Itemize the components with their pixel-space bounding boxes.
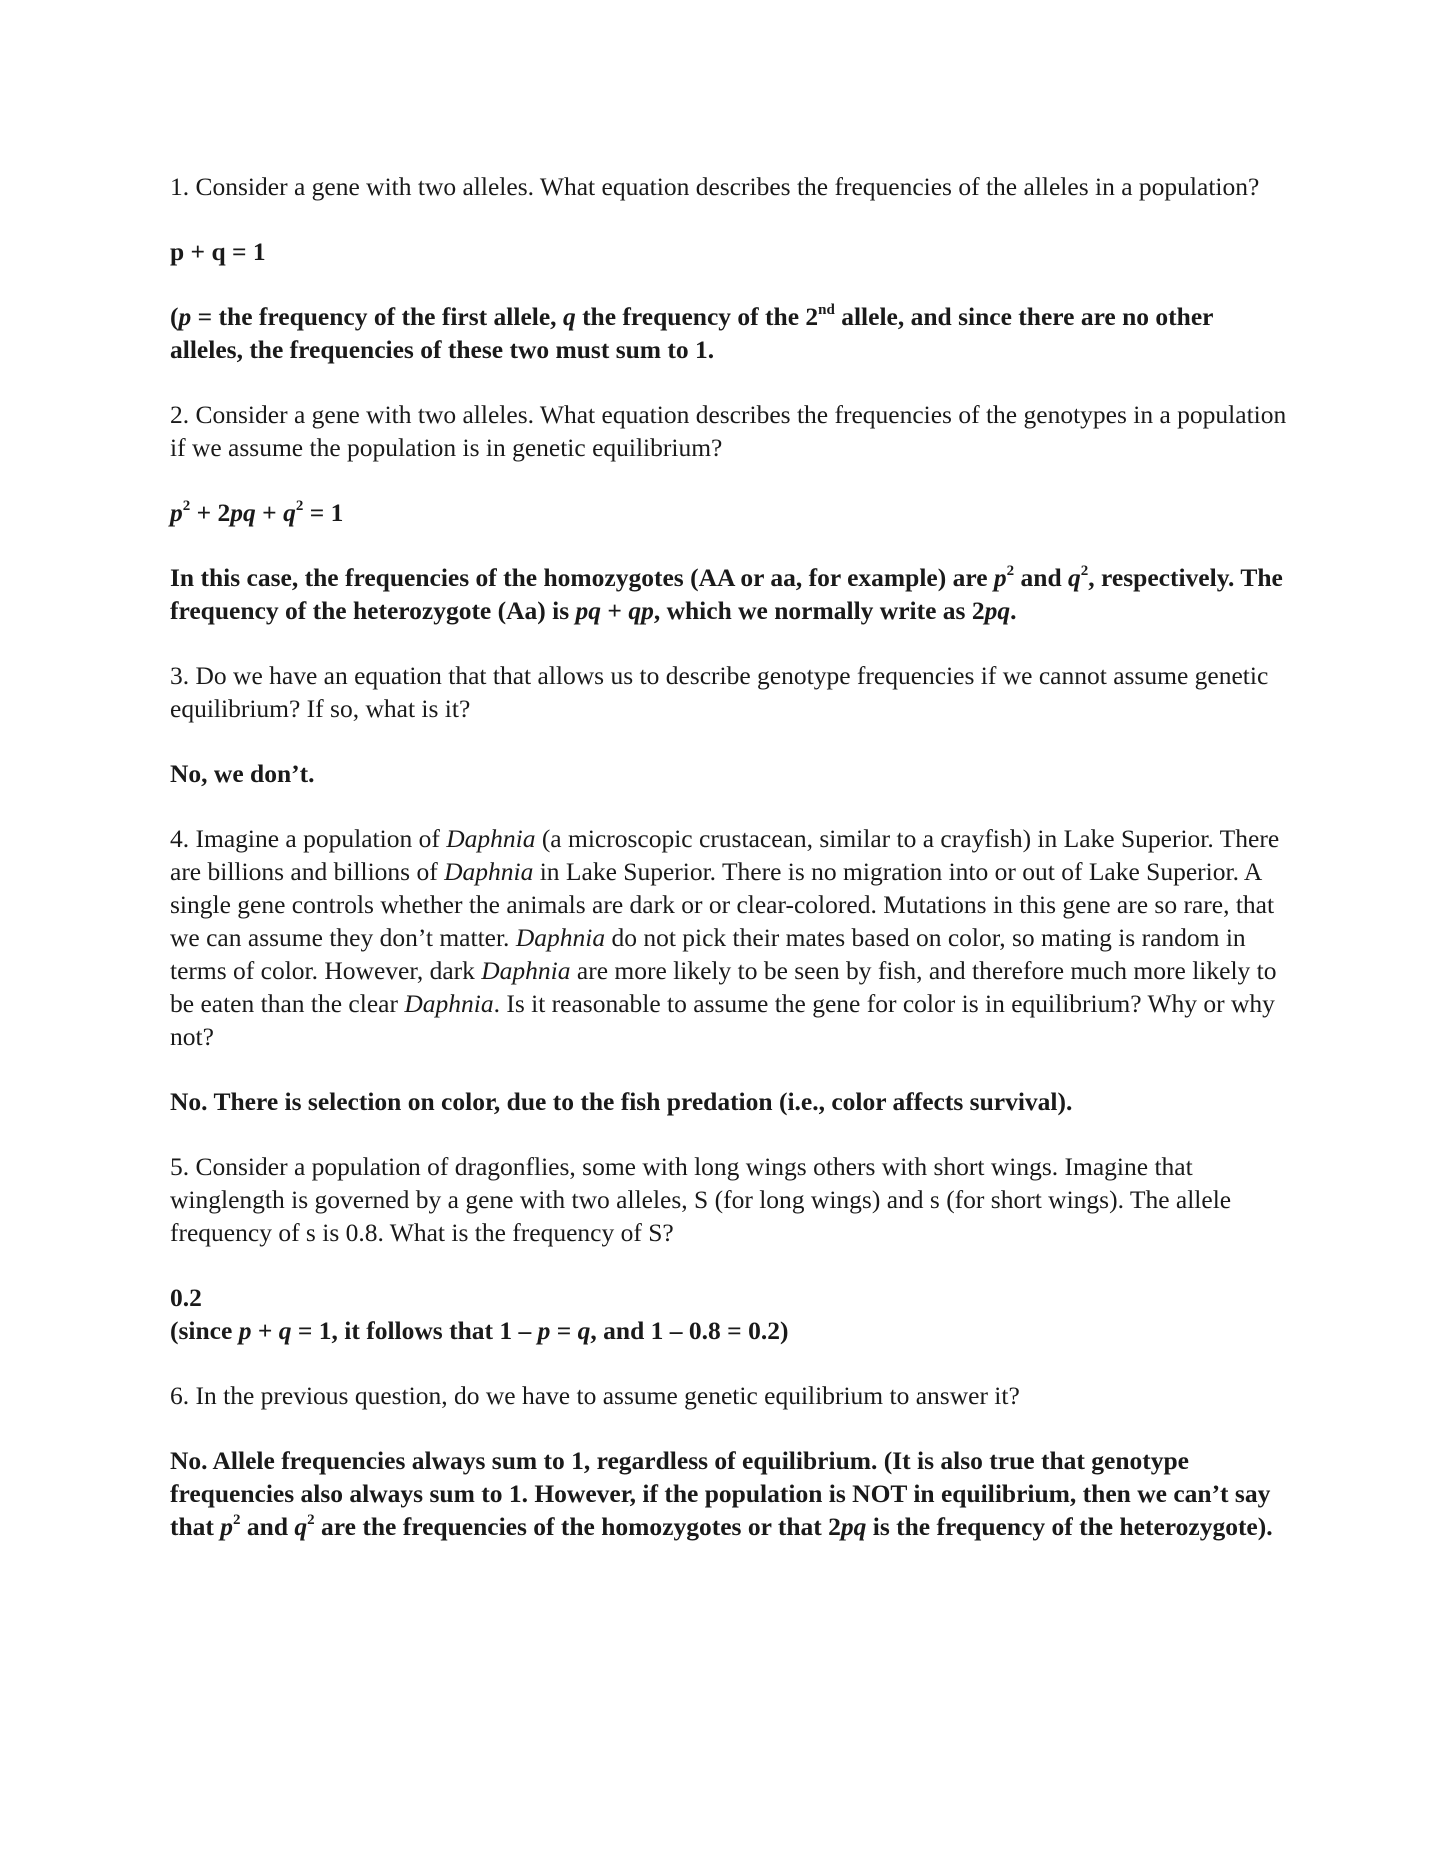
answer-3: No, we don’t. (170, 759, 315, 788)
question-1 (170, 170, 1290, 203)
answer-1-equation: p + q = 1 (170, 237, 266, 266)
answer-5 (170, 1281, 1290, 1347)
question-6-text: 6. In the previous question, do we have to assume genetic equilibrium to answer it? (170, 1381, 1020, 1410)
question-5 (170, 1150, 1290, 1249)
question-6 (170, 1379, 1290, 1412)
question-5-text: 5. Consider a population of dragonflies, some with long wings others with short wings. Imagine that winglength is governed by a gene with two alleles, S (for long wings) and s (for short wings). The allele frequency of s is 0.8. What is the frequency of S? (170, 1152, 1232, 1247)
question-3 (170, 659, 1290, 725)
answer-2-equation: $p^2 + 2pq + q^2 = 1$ (170, 497, 344, 527)
question-1-text: 1. Consider a gene with two alleles. What equation describes the frequencies of the alleles in a population? (170, 172, 1260, 201)
answer-6: No. Allele frequencies always sum to 1, regardless of equilibrium. (It is also true that genotype frequencies also always sum to 1. However, if the population is NOT in equilibrium, then we can’t say that $p^2$ and $q^2$ are the frequencies of the homozygotes or that 2pq is the frequency of the heterozygote). (170, 1446, 1273, 1541)
question-4-text: 4. Imagine a population of Daphnia (a microscopic crustacean, similar to a crayfish) in Lake Superior. There are billions and billions of Daphnia in Lake Superior. There is no migration into or out of Lake Superior. A single gene controls whether the animals are dark or or clear-colored. Mutations in this gene are so rare, that we can assume they don’t matter. Daphnia do not pick their mates based on color, so mating is random in terms of color. However, dark Daphnia are more likely to be seen by fish, and therefore much more likely to be eaten than the clear Daphnia. Is it reasonable to assume the gene for color is in equilibrium? Why or why not? (170, 824, 1280, 1051)
question-4 (170, 822, 1290, 1053)
answer-5-value: 0.2 (170, 1283, 202, 1312)
answer-5-note: (since p + q = 1, it follows that 1 – p = q, and 1 – 0.8 = 0.2) (170, 1316, 789, 1345)
answer-1-explanation: (p = the frequency of the first allele, q the frequency of the 2nd allele, and since there are no other alleles, the frequencies of these two must sum to 1. (170, 301, 1214, 364)
document-page (170, 170, 1290, 1543)
answer-2-explanation: In this case, the frequencies of the homozygotes (AA or aa, for example) are $p^2$ and $q^2$, respectively. The frequency of the heterozygote (Aa) is pq + qp, which we normally write as 2pq. (170, 562, 1283, 625)
question-2 (170, 398, 1290, 464)
question-2-text: 2. Consider a gene with two alleles. What equation describes the frequencies of the genotypes in a population if we assume the population is in genetic equilibrium? (170, 400, 1287, 462)
question-3-text: 3. Do we have an equation that that allows us to describe genotype frequencies if we cannot assume genetic equilibrium? If so, what is it? (170, 661, 1269, 723)
answer-4: No. There is selection on color, due to the fish predation (i.e., color affects survival). (170, 1087, 1073, 1116)
